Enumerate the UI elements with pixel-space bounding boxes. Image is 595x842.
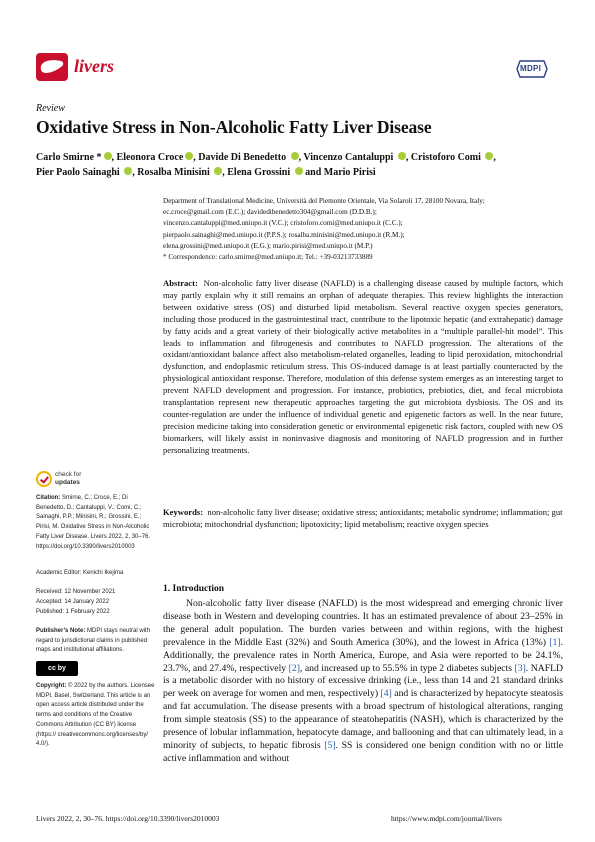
author[interactable]: Davide Di Benedetto xyxy=(198,152,287,163)
academic-editor: Academic Editor: Kenichi Ikejima xyxy=(36,570,124,576)
author[interactable]: Pier Paolo Sainaghi xyxy=(36,167,120,178)
author[interactable]: Eleonora Croce xyxy=(116,152,184,163)
author[interactable]: Rosalba Minisini xyxy=(137,167,210,178)
orcid-icon[interactable] xyxy=(295,167,303,175)
footer-journal-link[interactable]: https://www.mdpi.com/journal/livers xyxy=(391,814,502,823)
section-heading: 1. Introduction xyxy=(163,584,225,594)
author[interactable]: Elena Grossini xyxy=(227,167,291,178)
footer-citation: Livers 2022, 2, 30–76. https://doi.org/10.3390/livers2010003 xyxy=(36,814,220,823)
orcid-icon[interactable] xyxy=(185,152,193,160)
keywords-label: Keywords: xyxy=(163,507,204,517)
orcid-icon[interactable] xyxy=(291,152,299,160)
orcid-icon[interactable] xyxy=(214,167,222,175)
article-type: Review xyxy=(36,103,65,114)
liver-icon xyxy=(39,58,65,76)
keywords-text: non-alcoholic fatty liver disease; oxidative stress; antioxidants; metabolic syndrome; inflammation; gut microbiota; mitochondrial dysfunction; lipotoxicity; lipid metabolism; reactive oxygen species xyxy=(163,507,563,529)
author-list xyxy=(36,150,561,180)
author[interactable]: Carlo Smirne * xyxy=(36,152,102,163)
citation-link[interactable]: [2] xyxy=(288,662,300,674)
orcid-icon[interactable] xyxy=(124,167,132,175)
citation: Citation: Smirne, C.; Croce, E.; Di Benedetto, D.; Cantaluppi, V.; Comi, C.; Sainaghi, P.P.; Minisini, R.; Grossini, E.; Pirisi, M. Oxidative Stress in Non-Alcoholic Fatty Liver Disease. Livers 2022, 2, 30–76. https://doi.org/10.3390/livers2010003 xyxy=(36,495,151,550)
journal-name: livers xyxy=(74,56,114,76)
citation-link[interactable]: [3] xyxy=(514,662,526,674)
citation-link[interactable]: [5] xyxy=(324,739,336,751)
orcid-icon[interactable] xyxy=(485,152,493,160)
author-line-2: Pier Paolo Sainaghi , Rosalba Minisini , Elena Grossini and Mario Pirisi xyxy=(36,167,376,178)
keywords xyxy=(163,507,563,531)
check-for-updates-badge[interactable]: check for updates xyxy=(36,471,106,489)
accepted-date: Accepted: 14 January 2022 xyxy=(36,599,110,605)
check-icon xyxy=(36,471,52,487)
author[interactable]: and Mario Pirisi xyxy=(305,167,376,178)
orcid-icon[interactable] xyxy=(398,152,406,160)
orcid-icon[interactable] xyxy=(104,152,112,160)
affiliations: Department of Translational Medicine, Università del Piemonte Orientale, Via Solaroli 17, 28100 Novara, Italy; ec.croce@gmail.com (E.C.); davidedibenedetto304@gmail.com (D.D.B.); vincenzo.cantaluppi@med.uniupo.it (V.C.); cristoforo.comi@med.uniupo.it (C.C.); pierpaolo.sainaghi@med.uniupo.it (P.P.S.); rosalba.minisini@med.uniupo.it (R.M.); elena.grossini@med.uniupo.it (E.G.); mario.pirisi@med.uniupo.it (M.P.) * Correspondence: carlo.smirne@med.uniupo.it; Tel.: +39-03213733889 xyxy=(163,197,485,262)
published-date: Published: 1 February 2022 xyxy=(36,609,110,615)
author[interactable]: Vincenzo Cantaluppi xyxy=(303,152,394,163)
article-title: Oxidative Stress in Non-Alcoholic Fatty Liver Disease xyxy=(36,117,432,137)
publisher-note: Publisher’s Note: MDPI stays neutral with regard to jurisdictional claims in published maps and institutional affiliations. xyxy=(36,628,151,654)
mdpi-logo: MDPI xyxy=(516,60,548,78)
citation-link[interactable]: [4] xyxy=(380,688,392,700)
received-date: Received: 12 November 2021 xyxy=(36,589,116,595)
journal-logo xyxy=(36,53,68,81)
abstract-label: Abstract: xyxy=(163,278,198,288)
abstract-text: Non-alcoholic fatty liver disease (NAFLD) is a challenging disease caused by multiple factors, which may partly explain why it still remains an orphan of adequate therapies. This review highlights the interaction between oxidative stress (OS) and disturbed lipid metabolism. Several reactive oxygen species generators, including those produced in the gastrointestinal tract, contribute to the lipotoxic hepatic (and extrahepatic) damage by fatty acids and a great variety of their biologically active metabolites in a “multiple parallel-hit model”. This leads to inflammation and fibrogenesis and contributes to NAFLD progression. The alterations of the oxidant/antioxidant balance affect also metabolism-related organelles, leading to lipid peroxidation, mitochondrial dysfunction, and endoplasmic reticulum stress. This OS-induced damage is at least partially counteracted by the physiological antioxidant response. Therefore, modulation of this defense system emerges as an interesting target to prevent NAFLD development and progression. For instance, probiotics, prebiotics, diet, and fecal microbiota transplantation represent new therapeutic approaches targeting the gut microbiota dysbiosis. The OS and its counter-regulation are under the influence of individual genetic and epigenetic factors as well. In the near future, precision medicine taking into consideration genetic or environmental epigenetic risk factors, coupled with new OS biomarkers, will likely assist in noninvasive diagnosis and monitoring of NAFLD progression and in further personalizing treatments. xyxy=(163,278,563,455)
author[interactable]: Cristoforo Comi xyxy=(410,152,481,163)
introduction-paragraph: Non-alcoholic fatty liver disease (NAFLD) is the most widespread and emerging chronic liver disease both in Western and developing countries. It has an estimated prevalence of about 23–25% in the general adult population. The burden varies between and within regions, with the highest prevalence in the Middle East (32%) and South America (30%), and the lowest in Africa (13%) [1]. Additionally, the prevalence rates in North America, Europe, and Asia were reported to be 24.1%, 23.7%, and 27.4%, respectively [2], and increased up to 55.5% in type 2 diabetes subjects [3]. NAFLD is a metabolic disorder with no history of excessive drinking (i.e., less than 14 and 21 standard drinks per week on average for women and men, respectively) [4] and is characterized by hepatocyte steatosis and fat accumulation. The disease presents with a broad spectrum of histological alterations, ranging from simple steatosis (SS) to the appearance of steatohepatitis (NASH), which is characterized by the presence of lobular inflammation, hepatocyte damage, and ballooning and that can ultimately lead, in a minority of subjects, to hepatic fibrosis [5]. SS is considered one benign condition with no or little active inflammation and without xyxy=(163,598,564,764)
abstract xyxy=(163,278,563,457)
citation-link[interactable]: [1] xyxy=(549,636,561,648)
cc-by-badge[interactable]: cc by xyxy=(36,661,78,676)
author-line-1: Carlo Smirne * , Eleonora Croce , Davide Di Benedetto , Vincenzo Cantaluppi , Cristoforo Comi , xyxy=(36,152,496,163)
copyright: Copyright: © 2022 by the authors. Licensee MDPI, Basel, Switzerland. This article is an open access article distributed under the terms and conditions of the Creative Commons Attribution (CC BY) license (https:// creativecommons.org/licenses/by/ 4.0/). xyxy=(36,683,155,748)
